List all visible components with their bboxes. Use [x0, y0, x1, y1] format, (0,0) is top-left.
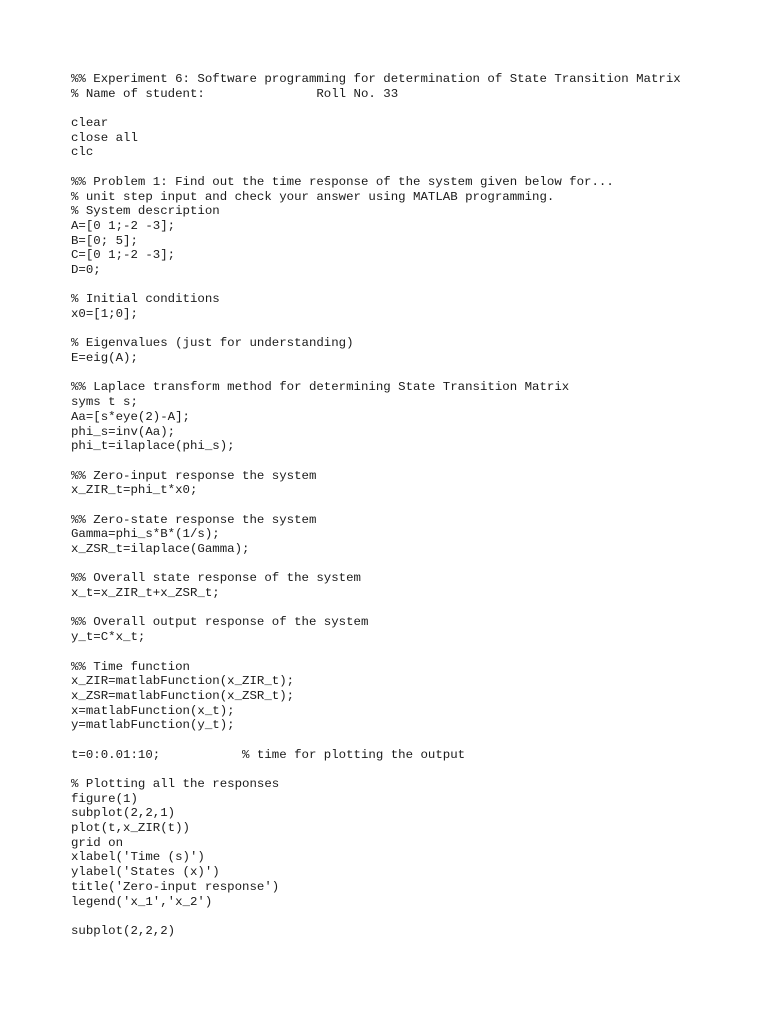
code-line: clc	[71, 145, 94, 160]
code-line: C=[0 1;-2 -3];	[71, 248, 176, 263]
code-line: A=[0 1;-2 -3];	[71, 218, 176, 233]
code-line: xlabel('Time (s)')	[71, 850, 205, 865]
blank-line	[71, 909, 681, 924]
code-line: % System description	[71, 204, 220, 219]
blank-line	[71, 278, 681, 293]
code-line: E=eig(A);	[71, 351, 138, 366]
code-line: x_ZSR_t=ilaplace(Gamma);	[71, 542, 250, 556]
code-line: phi_t=ilaplace(phi_s);	[71, 439, 235, 454]
code-line: %% Problem 1: Find out the time response of the system given below for...	[71, 174, 614, 189]
code-line: x=matlabFunction(x_t);	[71, 703, 235, 718]
code-line: % Plotting all the responses	[71, 777, 280, 791]
code-line: grid on	[71, 835, 124, 850]
blank-line	[71, 601, 681, 616]
code-line: x_ZSR=matlabFunction(x_ZSR_t);	[71, 688, 295, 703]
code-line: close all	[71, 130, 138, 145]
code-line: x_ZIR_t=phi_t*x0;	[71, 483, 198, 498]
code-line: x0=[1;0];	[71, 307, 138, 321]
code-line: Aa=[s*eye(2)-A];	[71, 409, 190, 424]
code-line: %% Laplace transform method for determining State Transition Matrix	[71, 380, 570, 395]
code-line: %% Zero-state response the system	[71, 512, 317, 527]
code-line: x_t=x_ZIR_t+x_ZSR_t;	[71, 586, 220, 601]
blank-line	[71, 557, 681, 572]
code-line: %% Zero-input response the system	[71, 468, 317, 483]
code-line: B=[0; 5];	[71, 233, 138, 248]
code-line: syms t s;	[71, 395, 138, 410]
code-line: %% Overall state response of the system	[71, 571, 361, 586]
code-line: % Name of student: Roll No. 33	[71, 86, 399, 101]
blank-line	[71, 366, 681, 381]
code-line: plot(t,x_ZIR(t))	[71, 821, 190, 836]
code-line: phi_s=inv(Aa);	[71, 424, 176, 439]
blank-line	[71, 454, 681, 469]
blank-line	[71, 322, 681, 337]
code-line: x_ZIR=matlabFunction(x_ZIR_t);	[71, 674, 295, 689]
code-line: %% Overall output response of the system	[71, 615, 369, 630]
code-line: Gamma=phi_s*B*(1/s);	[71, 527, 220, 542]
code-line: legend('x_1','x_2')	[71, 894, 213, 909]
code-line: % Initial conditions	[71, 292, 220, 307]
code-line: %% Experiment 6: Software programming for determination of State Transition Matrix	[71, 72, 681, 86]
blank-line	[71, 160, 681, 175]
blank-line	[71, 762, 681, 777]
code-line: % Eigenvalues (just for understanding)	[71, 336, 354, 351]
code-line: ylabel('States (x)')	[71, 865, 220, 880]
code-line: figure(1)	[71, 791, 138, 806]
code-line: y_t=C*x_t;	[71, 630, 146, 645]
code-line: y=matlabFunction(y_t);	[71, 718, 235, 733]
code-line: D=0;	[71, 262, 101, 277]
blank-line	[71, 101, 681, 116]
code-line: clear	[71, 116, 109, 131]
code-line: % unit step input and check your answer using MATLAB programming.	[71, 189, 555, 204]
blank-line	[71, 733, 681, 748]
code-line: title('Zero-input response')	[71, 879, 280, 894]
code-line: subplot(2,2,1)	[71, 806, 176, 821]
blank-line	[71, 645, 681, 660]
code-line: t=0:0.01:10; % time for plotting the output	[71, 747, 466, 762]
code-line: subplot(2,2,2)	[71, 923, 176, 938]
code-line: %% Time function	[71, 659, 190, 674]
blank-line	[71, 498, 681, 513]
code-listing	[71, 72, 681, 939]
